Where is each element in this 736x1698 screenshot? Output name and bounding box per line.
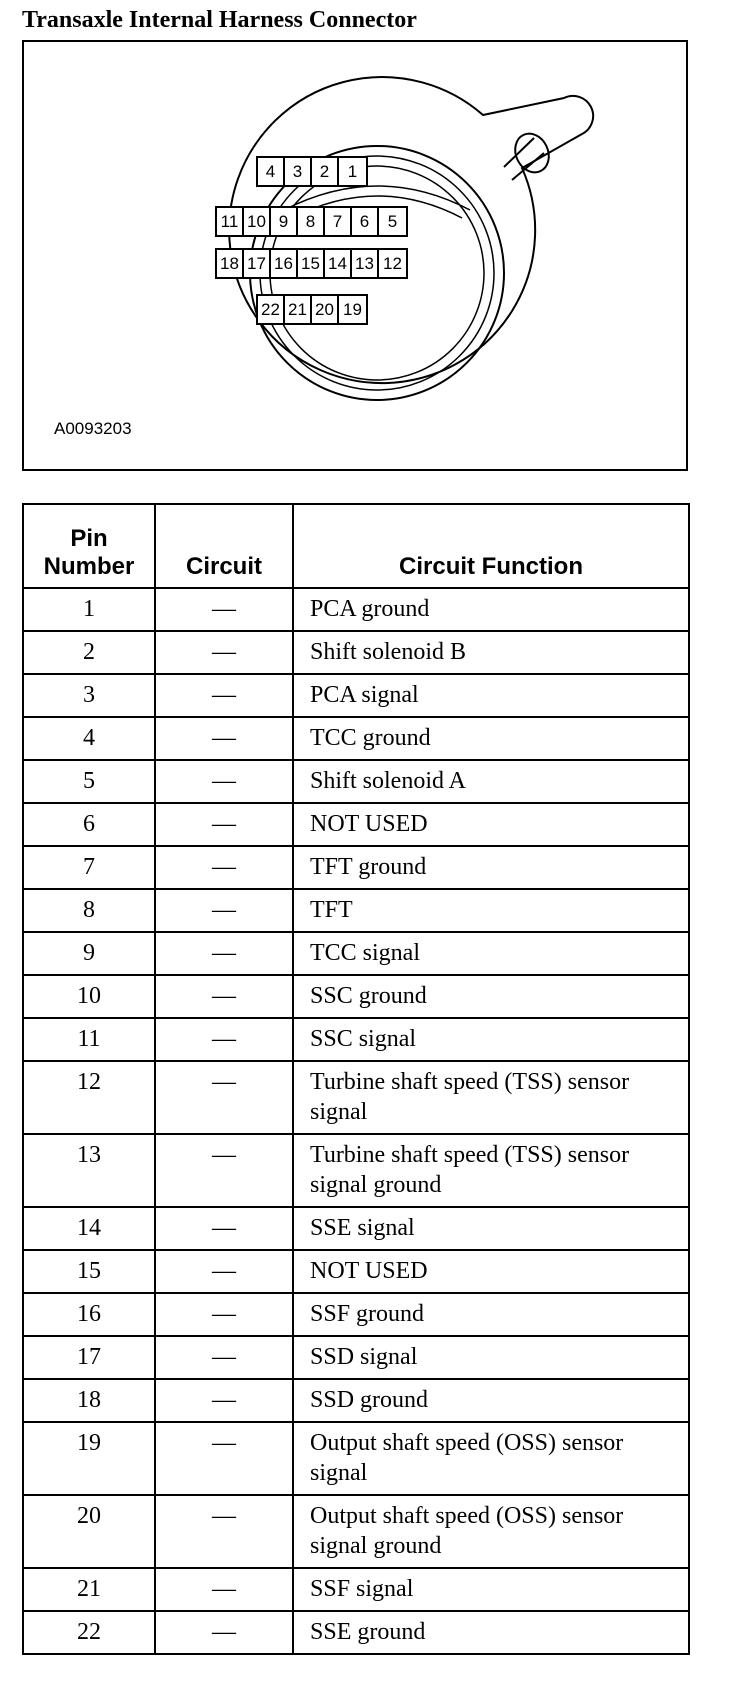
pin-number-cell: 22 xyxy=(23,1611,155,1654)
table-row xyxy=(23,1293,689,1336)
pin-number-cell: 13 xyxy=(23,1134,155,1207)
pin-number-cell: 12 xyxy=(23,1061,155,1134)
table-row xyxy=(23,1379,689,1422)
table-row xyxy=(23,889,689,932)
table-row xyxy=(23,1207,689,1250)
circuit-function-cell: TFT ground xyxy=(293,846,689,889)
connector-pin: 1 xyxy=(347,162,358,181)
pin-number-cell: 4 xyxy=(23,717,155,760)
circuit-cell: — xyxy=(155,1495,293,1568)
circuit-cell: — xyxy=(155,760,293,803)
pin-number-cell: 19 xyxy=(23,1422,155,1495)
connector-pin: 6 xyxy=(352,208,379,235)
connector-pin: 21 xyxy=(285,296,312,323)
circuit-function-cell: SSC ground xyxy=(293,975,689,1018)
connector-pin-row-4 xyxy=(256,294,368,325)
circuit-cell: — xyxy=(155,1336,293,1379)
table-row xyxy=(23,631,689,674)
circuit-cell: — xyxy=(155,846,293,889)
table-row xyxy=(23,1134,689,1207)
table-row xyxy=(23,1495,689,1568)
circuit-function-cell: NOT USED xyxy=(293,803,689,846)
pin-number-cell: 18 xyxy=(23,1379,155,1422)
connector-pin-row-2 xyxy=(215,206,408,237)
table-row xyxy=(23,1061,689,1134)
circuit-function-cell: Shift solenoid B xyxy=(293,631,689,674)
pin-number-cell: 10 xyxy=(23,975,155,1018)
circuit-cell: — xyxy=(155,1250,293,1293)
table-row xyxy=(23,674,689,717)
circuit-cell: — xyxy=(155,631,293,674)
circuit-cell: — xyxy=(155,1611,293,1654)
circuit-function-cell: SSF signal xyxy=(293,1568,689,1611)
table-row xyxy=(23,588,689,631)
pin-number-cell: 20 xyxy=(23,1495,155,1568)
circuit-function-cell: PCA signal xyxy=(293,674,689,717)
table-row xyxy=(23,803,689,846)
circuit-cell: — xyxy=(155,1207,293,1250)
connector-pin: 4 xyxy=(258,158,285,185)
pin-number-cell: 5 xyxy=(23,760,155,803)
connector-pin: 17 xyxy=(244,250,271,277)
connector-pin: 3 xyxy=(285,158,312,185)
connector-figure xyxy=(22,40,688,471)
circuit-function-cell: SSC signal xyxy=(293,1018,689,1061)
circuit-cell: — xyxy=(155,1293,293,1336)
pin-number-cell: 6 xyxy=(23,803,155,846)
connector-pin: 15 xyxy=(298,250,325,277)
pin-number-cell: 15 xyxy=(23,1250,155,1293)
table-row xyxy=(23,717,689,760)
figure-id-label: A0093203 xyxy=(54,419,132,438)
table-header-row xyxy=(23,504,689,588)
circuit-function-cell: SSD signal xyxy=(293,1336,689,1379)
table-row xyxy=(23,1018,689,1061)
connector-pin: 7 xyxy=(325,208,352,235)
connector-pin: 11 xyxy=(217,208,244,235)
circuit-cell: — xyxy=(155,588,293,631)
connector-pin: 19 xyxy=(343,300,362,319)
circuit-function-cell: TCC signal xyxy=(293,932,689,975)
circuit-function-cell: PCA ground xyxy=(293,588,689,631)
circuit-function-cell: SSE signal xyxy=(293,1207,689,1250)
header-pin-label: Pin xyxy=(70,525,108,552)
circuit-cell: — xyxy=(155,674,293,717)
pin-function-table xyxy=(22,503,690,1655)
page-title: Transaxle Internal Harness Connector xyxy=(22,7,417,33)
pin-number-cell: 14 xyxy=(23,1207,155,1250)
circuit-cell: — xyxy=(155,932,293,975)
circuit-function-cell: NOT USED xyxy=(293,1250,689,1293)
table-row xyxy=(23,1568,689,1611)
circuit-function-cell: Turbine shaft speed (TSS) sensor signal ground xyxy=(293,1134,689,1207)
connector-pin: 16 xyxy=(271,250,298,277)
circuit-cell: — xyxy=(155,1422,293,1495)
table-row xyxy=(23,1336,689,1379)
connector-pin: 2 xyxy=(312,158,339,185)
connector-pin: 9 xyxy=(271,208,298,235)
circuit-cell: — xyxy=(155,889,293,932)
table-row xyxy=(23,760,689,803)
circuit-cell: — xyxy=(155,1134,293,1207)
connector-pin-row-3 xyxy=(215,248,408,279)
connector-pin: 13 xyxy=(352,250,379,277)
connector-pin: 18 xyxy=(217,250,244,277)
pin-number-cell: 21 xyxy=(23,1568,155,1611)
pin-number-cell: 9 xyxy=(23,932,155,975)
circuit-function-cell: TCC ground xyxy=(293,717,689,760)
header-pin-number xyxy=(23,504,155,588)
connector-pin: 10 xyxy=(244,208,271,235)
circuit-cell: — xyxy=(155,717,293,760)
table-row xyxy=(23,932,689,975)
circuit-function-cell: Output shaft speed (OSS) sensor signal xyxy=(293,1422,689,1495)
connector-pin: 22 xyxy=(258,296,285,323)
table-row xyxy=(23,1611,689,1654)
pin-number-cell: 2 xyxy=(23,631,155,674)
circuit-function-cell: Turbine shaft speed (TSS) sensor signal xyxy=(293,1061,689,1134)
header-circuit: Circuit xyxy=(155,504,293,588)
circuit-cell: — xyxy=(155,1061,293,1134)
connector-pin: 14 xyxy=(325,250,352,277)
connector-pin: 12 xyxy=(383,254,402,273)
circuit-function-cell: SSD ground xyxy=(293,1379,689,1422)
table-row xyxy=(23,975,689,1018)
circuit-cell: — xyxy=(155,1568,293,1611)
circuit-function-cell: SSF ground xyxy=(293,1293,689,1336)
circuit-function-cell: Output shaft speed (OSS) sensor signal ground xyxy=(293,1495,689,1568)
table-row xyxy=(23,1422,689,1495)
circuit-cell: — xyxy=(155,1018,293,1061)
connector-pin: 8 xyxy=(298,208,325,235)
pin-number-cell: 7 xyxy=(23,846,155,889)
table-row xyxy=(23,846,689,889)
connector-pin: 5 xyxy=(387,212,398,231)
pin-number-cell: 3 xyxy=(23,674,155,717)
pin-number-cell: 11 xyxy=(23,1018,155,1061)
pin-number-cell: 16 xyxy=(23,1293,155,1336)
header-circuit-function: Circuit Function xyxy=(293,504,689,588)
connector-pin-row-1 xyxy=(256,156,368,187)
connector-pin: 20 xyxy=(312,296,339,323)
pin-number-cell: 1 xyxy=(23,588,155,631)
circuit-function-cell: SSE ground xyxy=(293,1611,689,1654)
circuit-cell: — xyxy=(155,975,293,1018)
circuit-cell: — xyxy=(155,1379,293,1422)
table-row xyxy=(23,1250,689,1293)
circuit-function-cell: Shift solenoid A xyxy=(293,760,689,803)
pin-number-cell: 8 xyxy=(23,889,155,932)
circuit-cell: — xyxy=(155,803,293,846)
header-number-label: Number xyxy=(43,553,135,580)
pin-number-cell: 17 xyxy=(23,1336,155,1379)
circuit-function-cell: TFT xyxy=(293,889,689,932)
